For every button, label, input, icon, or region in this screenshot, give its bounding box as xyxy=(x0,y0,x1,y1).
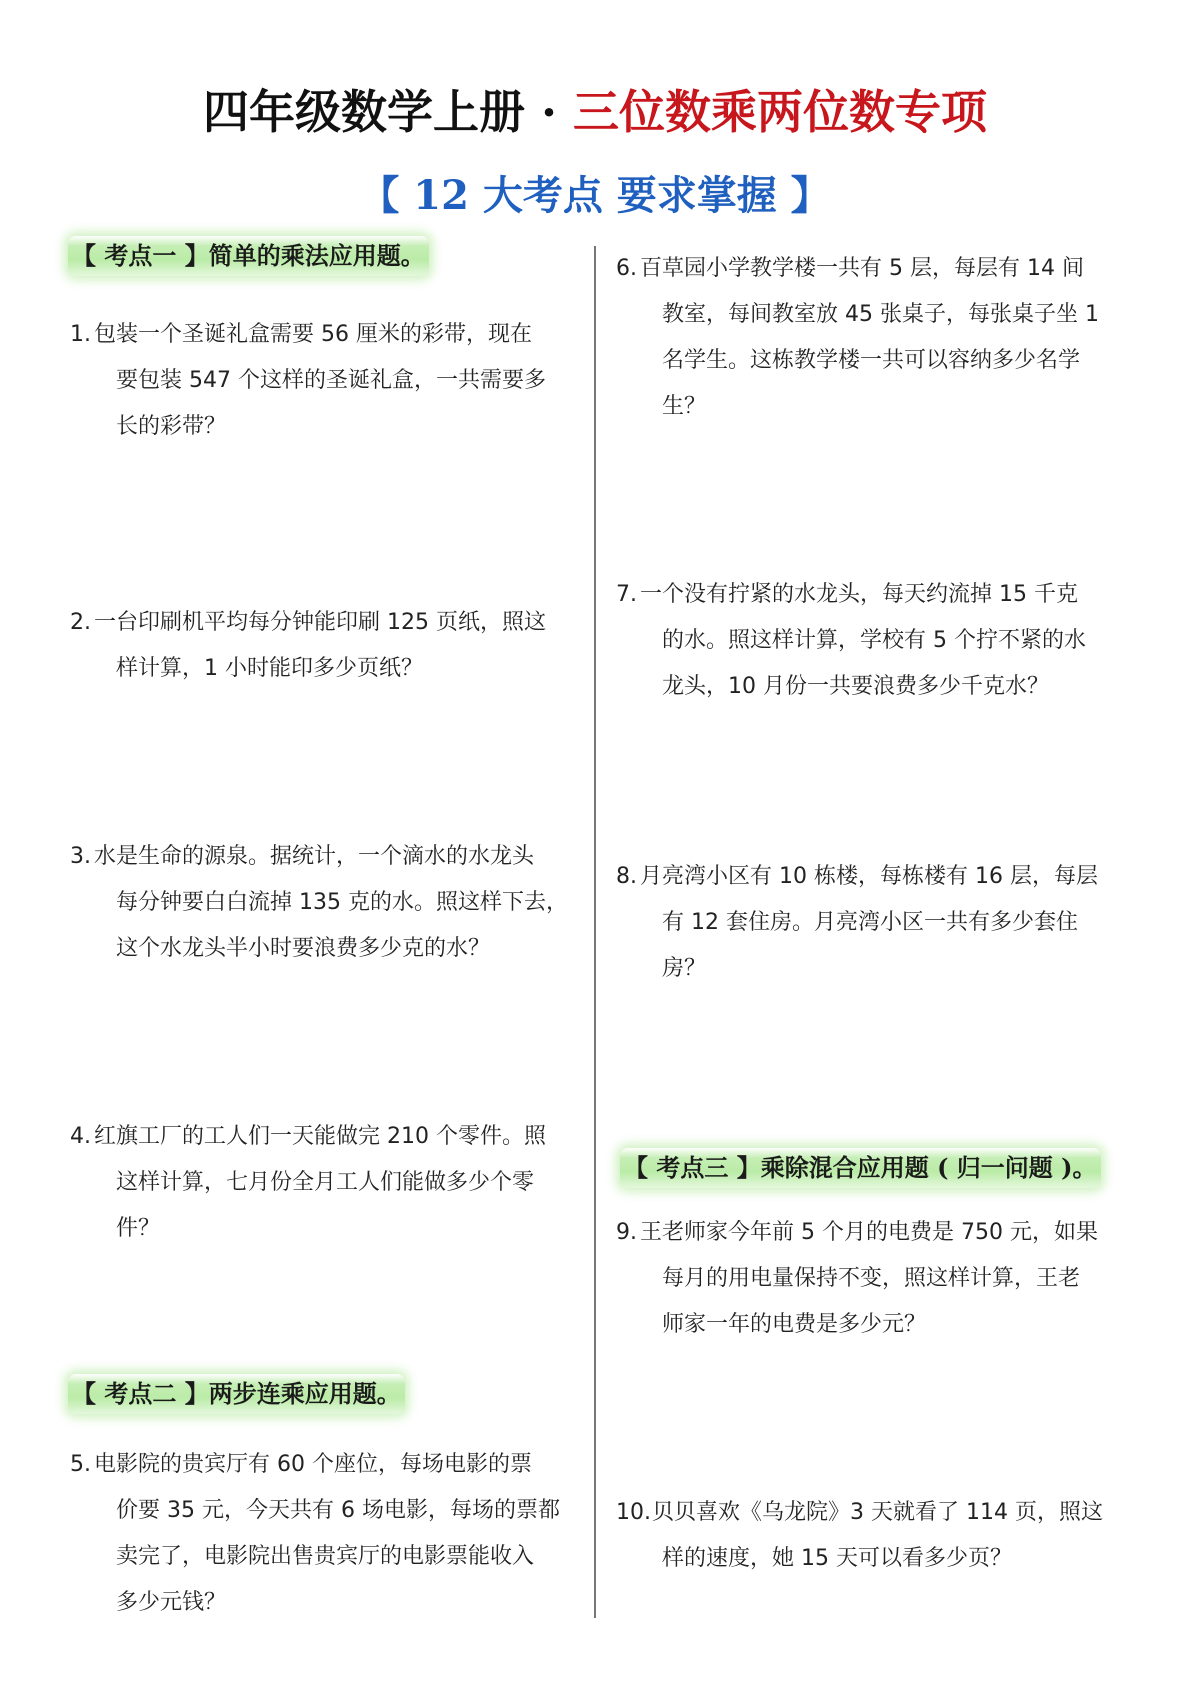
question-text-line: 这样计算，七月份全月工人们能做多少个零 xyxy=(116,1170,535,1195)
question-text-line: 价要 35 元，今天共有 6 场电影，每场的票都 xyxy=(116,1498,560,1523)
question-text-line: 龙头，10 月份一共要浪费多少千克水？ xyxy=(662,674,1049,699)
question-number: 5. xyxy=(70,1452,91,1477)
question-text-line: 的水。照这样计算，学校有 5 个拧不紧的水 xyxy=(662,628,1086,653)
section-heading-2: 【 考点二 】两步连乘应用题。 xyxy=(68,1374,405,1414)
question-text-line: 每月的用电量保持不变，照这样计算，王老 xyxy=(662,1266,1081,1291)
question-text-line: 百草园小学教学楼一共有 5 层，每层有 14 间 xyxy=(640,256,1084,281)
section-heading-1: 【 考点一 】简单的乘法应用题。 xyxy=(68,236,429,276)
question-text-line: 水是生命的源泉。据统计，一个滴水的水龙头 xyxy=(94,844,535,869)
question-text-line: 样计算，1 小时能印多少页纸？ xyxy=(116,656,423,681)
page-subtitle: 【 12 大考点 要求掌握 】 xyxy=(359,172,831,219)
question-text-line: 红旗工厂的工人们一天能做完 210 个零件。照 xyxy=(94,1124,546,1149)
question-text-line: 长的彩带？ xyxy=(116,414,227,439)
question-number: 2. xyxy=(70,610,91,635)
question-9 xyxy=(616,1210,1098,1348)
question-text-line: 这个水龙头半小时要浪费多少克的水？ xyxy=(116,936,491,961)
title-topic: 三位数乘两位数专项 xyxy=(573,85,988,139)
question-4 xyxy=(70,1114,546,1252)
question-number: 3. xyxy=(70,844,91,869)
question-6 xyxy=(616,246,1099,430)
question-text-line: 教室，每间教室放 45 张桌子，每张桌子坐 1 xyxy=(662,302,1099,327)
question-2 xyxy=(70,600,546,692)
question-text-line: 贝贝喜欢《乌龙院》3 天就看了 114 页，照这 xyxy=(652,1500,1103,1525)
question-text-line: 多少元钱？ xyxy=(116,1590,227,1615)
question-text-line: 每分钟要白白流掉 135 克的水。照这样下去， xyxy=(116,890,568,915)
question-text-line: 要包装 547 个这样的圣诞礼盒，一共需要多 xyxy=(116,368,546,393)
question-text-line: 一个没有拧紧的水龙头，每天约流掉 15 千克 xyxy=(640,582,1078,607)
title-grade: 四年级数学上册 · xyxy=(202,85,574,139)
question-text-line: 王老师家今年前 5 个月的电费是 750 元，如果 xyxy=(640,1220,1098,1245)
question-text-line: 生？ xyxy=(662,394,707,419)
question-text-line: 月亮湾小区有 10 栋楼，每栋楼有 16 层，每层 xyxy=(640,864,1098,889)
section-heading-3: 【 考点三 】乘除混合应用题 ( 归一问题 )。 xyxy=(620,1148,1101,1188)
question-number: 10. xyxy=(616,1500,651,1525)
question-text-line: 有 12 套住房。月亮湾小区一共有多少套住 xyxy=(662,910,1078,935)
question-text-line: 房？ xyxy=(662,956,707,981)
question-number: 7. xyxy=(616,582,637,607)
question-text-line: 样的速度，她 15 天可以看多少页？ xyxy=(662,1546,1012,1571)
question-text-line: 卖完了，电影院出售贵宾厅的电影票能收入 xyxy=(116,1544,535,1569)
question-text-line: 包装一个圣诞礼盒需要 56 厘米的彩带，现在 xyxy=(94,322,532,347)
question-text-line: 一台印刷机平均每分钟能印刷 125 页纸，照这 xyxy=(94,610,546,635)
question-number: 8. xyxy=(616,864,637,889)
question-text-line: 师家一年的电费是多少元？ xyxy=(662,1312,927,1337)
question-7 xyxy=(616,572,1086,710)
question-number: 4. xyxy=(70,1124,91,1149)
question-5 xyxy=(70,1442,560,1626)
column-divider xyxy=(594,246,596,1618)
question-text-line: 名学生。这栋教学楼一共可以容纳多少名学 xyxy=(662,348,1081,373)
question-3 xyxy=(70,834,568,972)
question-text-line: 件？ xyxy=(116,1216,161,1241)
question-1 xyxy=(70,312,546,450)
question-8 xyxy=(616,854,1098,992)
question-number: 6. xyxy=(616,256,637,281)
question-number: 1. xyxy=(70,322,91,347)
question-number: 9. xyxy=(616,1220,637,1245)
question-text-line: 电影院的贵宾厅有 60 个座位，每场电影的票 xyxy=(94,1452,532,1477)
page-title xyxy=(0,82,1190,142)
question-10 xyxy=(616,1490,1103,1582)
